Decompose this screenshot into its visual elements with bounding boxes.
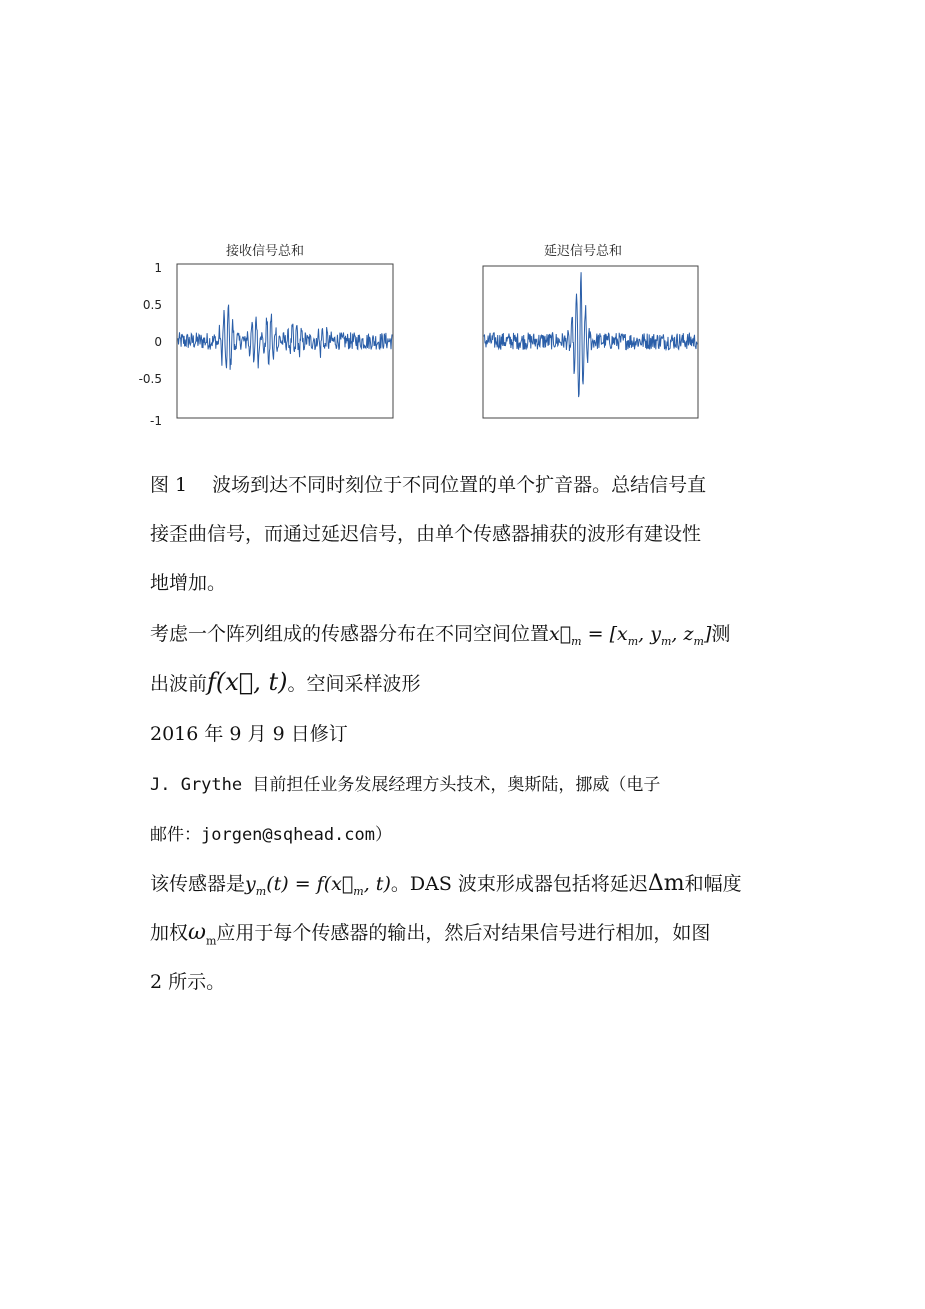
para3-text-1: 该传感器是 [150,873,246,895]
figure-caption-line-3: 地增加。 [150,572,227,594]
figure-caption-line-2: 接歪曲信号，而通过延迟信号，由单个传感器捕获的波形有建设性 [150,523,702,545]
para3-text-4: 加权 [150,922,189,944]
left-plot-series-line [178,305,392,370]
right-plot-series-line [484,272,697,397]
left-plot-title: 接收信号总和 [226,244,305,259]
para2-text-2: 测 [711,623,731,645]
position-vector-formula: $x⃗_m = [x_m$, $y_m$, $z_m$] [549,623,712,648]
para3-text-5: 应用于每个传感器的输出，然后对结果信号进行相加，如图 [216,922,711,944]
para2-text-1: 考虑一个阵列组成的传感器分布在不同空间位置 [150,623,550,645]
figure-caption-line-1: 图 1 波场到达不同时刻位于不同位置的单个扩音器。总结信号直 [150,474,707,496]
right-plot-title: 延迟信号总和 [544,244,623,259]
sensor-array-paragraph-line-1 [150,619,730,648]
revision-date: 2016 年 9 月 9 日修订 [150,723,348,745]
wavefront-formula: f(x⃗, t) [207,668,288,696]
sensor-array-paragraph-line-2 [150,668,420,696]
y-tick-label: -1 [150,414,162,428]
right-plot-frame [483,266,698,418]
para2-text-4: 。空间采样波形 [287,673,421,695]
y-tick-label: -0.5 [138,372,162,386]
y-tick-label: 1 [154,261,162,275]
left-plot [139,261,393,428]
para3-text-3: 和幅度 [684,873,742,895]
weight-symbol: $\omega_m$ [188,920,217,948]
right-plot [483,266,698,418]
das-paragraph-line-3: 2 所示。 [150,971,226,993]
author-line-1: J. Grythe 目前担任业务发展经理方头技术，奥斯陆，挪威（电子 [150,775,661,795]
para3-text-2: 。DAS 波束形成器包括将延迟 [390,873,648,895]
delay-symbol: Δm [647,871,685,896]
das-paragraph-line-2 [150,918,710,947]
figure-plots [0,0,925,440]
author-line-2: 邮件：jorgen@sqhead.com） [150,825,392,845]
das-paragraph-line-1 [150,869,742,898]
para2-text-3: 出波前 [150,673,208,695]
sensor-output-formula: $y_m(t)$ = $f(x⃗_m$, t) [245,873,391,898]
y-tick-label: 0 [154,335,162,349]
y-tick-label: 0.5 [142,298,162,312]
